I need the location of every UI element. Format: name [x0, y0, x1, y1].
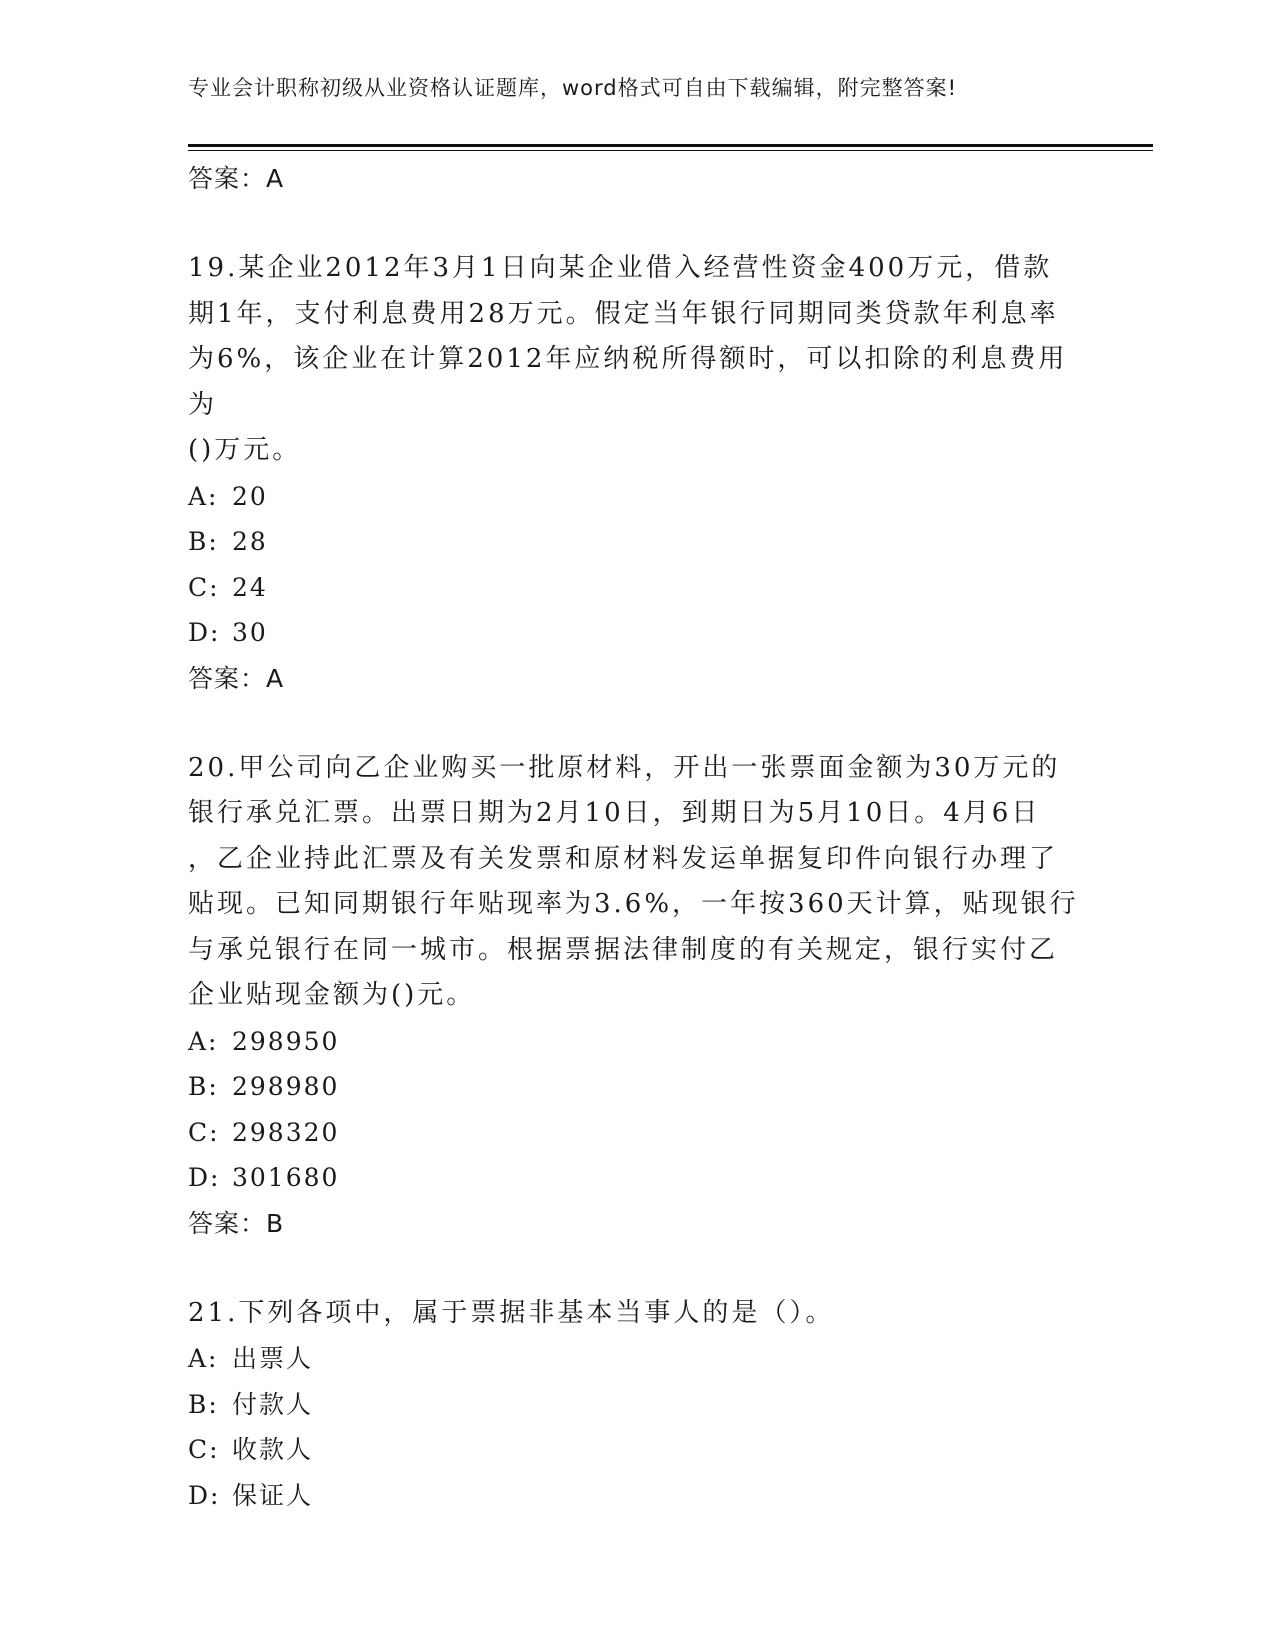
option-letter: C:: [188, 1117, 220, 1147]
header-rule-thin: [188, 150, 1153, 151]
option-b: [188, 519, 1088, 565]
option-letter: B:: [188, 1389, 219, 1419]
option-letter: A:: [188, 1344, 219, 1373]
answer-line: 答案：A: [188, 663, 285, 693]
question-line: ，乙企业持此汇票及有关发票和原材料发运单据复印件向银行办理了: [188, 843, 1059, 874]
option-letter: D:: [188, 1163, 221, 1192]
question-line: 19.某企业2012年3月1日向某企业借入经营性资金400万元，借款: [188, 253, 1053, 283]
option-b: [188, 1382, 1088, 1428]
option-b: [188, 1064, 1088, 1110]
option-text: 收款人: [232, 1435, 314, 1464]
option-text: 298980: [232, 1072, 340, 1101]
option-d: [188, 1473, 1088, 1519]
option-text: 298320: [232, 1117, 340, 1147]
question-line: ()万元。: [188, 435, 302, 465]
option-text: 付款人: [232, 1389, 314, 1419]
option-d: [188, 1155, 1088, 1201]
page-header: 专业会计职称初级从业资格认证题库，word格式可自由下载编辑，附完整答案!: [188, 76, 958, 100]
question-line: 与承兑银行在同一城市。根据票据法律制度的有关规定，银行实付乙: [188, 934, 1059, 965]
question-line: 20.甲公司向乙企业购买一批原材料，开出一张票面金额为30万元的: [188, 752, 1061, 783]
document-body: [188, 156, 1088, 1518]
option-letter: D:: [188, 1480, 221, 1510]
question-line: 期1年，支付利息费用28万元。假定当年银行同期同类贷款年利息率: [188, 298, 1059, 329]
option-letter: B:: [188, 527, 219, 556]
option-d: [188, 610, 1088, 656]
option-letter: A:: [188, 481, 219, 511]
option-text: 出票人: [232, 1344, 314, 1373]
question-line: 为6%，该企业在计算2012年应纳税所得额时，可以扣除的利息费用为: [188, 344, 1068, 420]
option-a: [188, 1336, 1088, 1382]
option-letter: C:: [188, 572, 220, 602]
answer-line: 答案：B: [188, 1208, 285, 1238]
option-a: [188, 474, 1088, 520]
option-text: 24: [232, 572, 268, 602]
header-rule: [188, 144, 1153, 147]
option-text: 20: [232, 481, 268, 511]
option-c: [188, 1427, 1088, 1473]
option-text: 30: [232, 618, 268, 647]
question-line: 企业贴现金额为()元。: [188, 980, 476, 1010]
option-text: 保证人: [232, 1480, 314, 1510]
option-c: [188, 1110, 1088, 1156]
question-line: 21.下列各项中，属于票据非基本当事人的是（）。: [188, 1297, 835, 1328]
option-letter: A:: [188, 1026, 219, 1056]
question-21: [188, 1291, 1088, 1519]
question-19: [188, 246, 1088, 702]
option-letter: B:: [188, 1072, 219, 1101]
option-letter: C:: [188, 1435, 220, 1464]
question-line: 贴现。已知同期银行年贴现率为3.6%，一年按360天计算，贴现银行: [188, 889, 1079, 919]
option-text: 301680: [232, 1163, 340, 1192]
answer-line: 答案：A: [188, 164, 285, 193]
option-a: [188, 1019, 1088, 1065]
question-20: [188, 746, 1088, 1247]
option-text: 28: [232, 527, 268, 556]
option-text: 298950: [232, 1026, 340, 1056]
option-c: [188, 565, 1088, 611]
option-letter: D:: [188, 618, 221, 647]
question-line: 银行承兑汇票。出票日期为2月10日，到期日为5月10日。4月6日: [188, 798, 1041, 828]
